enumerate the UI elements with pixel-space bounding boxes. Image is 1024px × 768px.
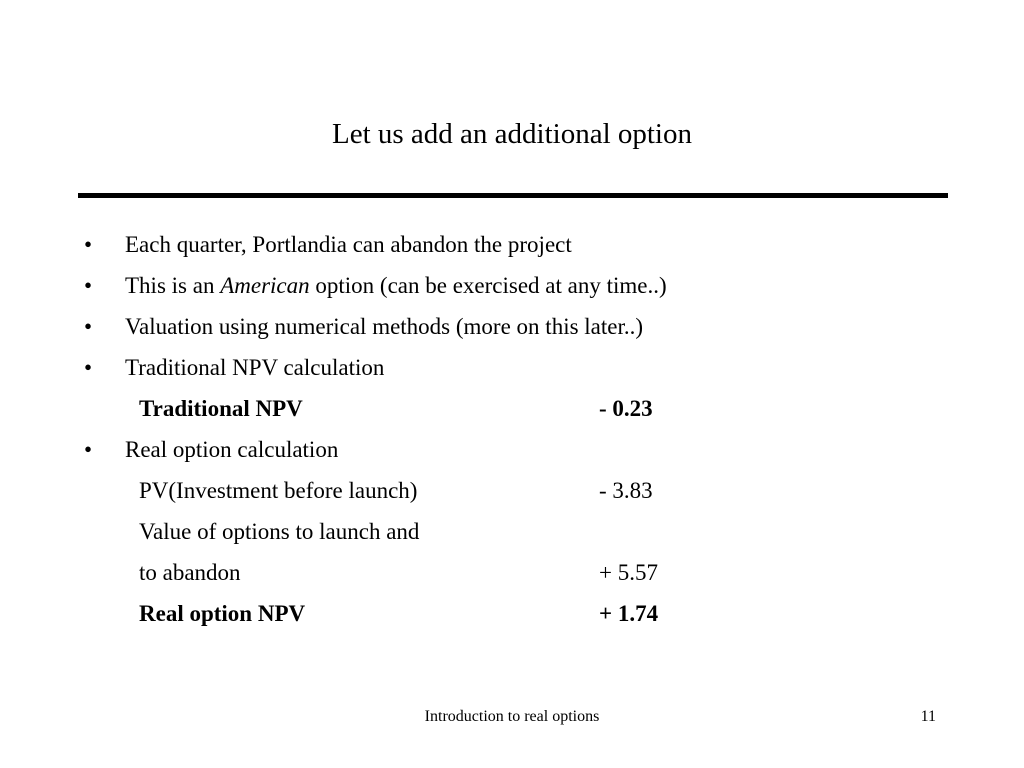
bullet-glyph: • bbox=[84, 232, 93, 257]
bullet-text-start: This is an bbox=[125, 273, 221, 298]
slide-title: Let us add an additional option bbox=[331, 118, 692, 150]
row-value: + 5.57 bbox=[599, 560, 658, 585]
row-value: - 0.23 bbox=[599, 396, 653, 421]
bullet-glyph: • bbox=[84, 273, 93, 298]
bullet-text bbox=[125, 271, 667, 301]
bullet-text-emphasis: American bbox=[220, 273, 310, 298]
row-label: Traditional NPV bbox=[139, 396, 303, 421]
bullet-text: Traditional NPV calculation bbox=[125, 355, 385, 380]
row-value: - 3.83 bbox=[599, 478, 653, 503]
row-label: Real option NPV bbox=[139, 601, 306, 626]
row-label: to abandon bbox=[139, 560, 241, 585]
bullet-glyph: • bbox=[84, 437, 93, 462]
bullet-glyph: • bbox=[84, 355, 93, 380]
bullet-text: Each quarter, Portlandia can abandon the project bbox=[125, 232, 572, 257]
bullet-glyph: • bbox=[84, 314, 93, 339]
row-label: Value of options to launch and bbox=[139, 519, 420, 544]
bullet-text-end: option (can be exercised at any time..) bbox=[309, 273, 667, 298]
page-number: 11 bbox=[920, 708, 936, 725]
bullet-text: Real option calculation bbox=[125, 437, 339, 462]
footer-title: Introduction to real options bbox=[424, 708, 600, 725]
row-label: PV(Investment before launch) bbox=[139, 478, 418, 503]
row-value: + 1.74 bbox=[599, 601, 659, 626]
title-divider bbox=[78, 193, 948, 198]
bullet-text: Valuation using numerical methods (more on this later..) bbox=[125, 314, 644, 339]
